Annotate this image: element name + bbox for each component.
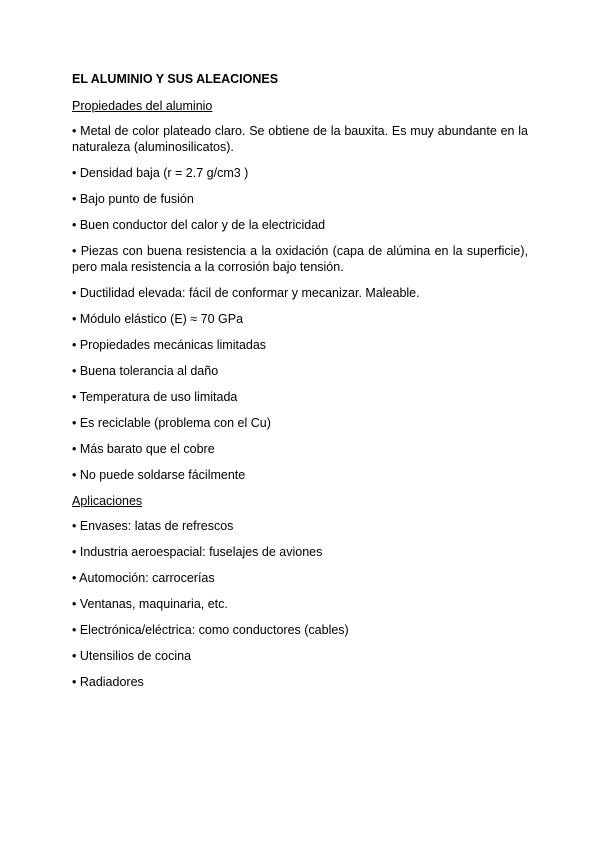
list-item: • Ductilidad elevada: fácil de conformar y mecanizar. Maleable.: [72, 286, 420, 300]
list-item: • Módulo elástico (E) ≈ 70 GPa: [72, 312, 244, 326]
list-item: • Piezas con buena resistencia a la oxidación (capa de alúmina en la superficie), pero mala resistencia a la corrosión bajo tensión.: [72, 244, 528, 274]
list-item: • Utensilios de cocina: [72, 649, 192, 663]
list-item: • Ventanas, maquinaria, etc.: [72, 597, 228, 611]
list-item: • Buen conductor del calor y de la electricidad: [72, 218, 326, 232]
document-title: EL ALUMINIO Y SUS ALEACIONES: [72, 72, 279, 86]
section-heading-applications: Aplicaciones: [72, 494, 143, 508]
list-item: • Bajo punto de fusión: [72, 192, 194, 206]
section-heading-properties: Propiedades del aluminio: [72, 99, 213, 113]
section-applications: [72, 493, 528, 690]
list-item: • Envases: latas de refrescos: [72, 519, 234, 533]
section-properties: [72, 98, 528, 483]
list-item: • Es reciclable (problema con el Cu): [72, 416, 271, 430]
list-item: • Densidad baja (r = 2.7 g/cm3 ): [72, 166, 249, 180]
list-item: • Propiedades mecánicas limitadas: [72, 338, 267, 352]
list-item: • Buena tolerancia al daño: [72, 364, 219, 378]
list-item: • Electrónica/eléctrica: como conductores (cables): [72, 623, 349, 637]
document-page: [72, 70, 528, 700]
list-item: • Metal de color plateado claro. Se obtiene de la bauxita. Es muy abundante en la naturaleza (aluminosilicatos).: [72, 124, 528, 154]
list-item: • Industria aeroespacial: fuselajes de aviones: [72, 545, 323, 559]
list-item: • Más barato que el cobre: [72, 442, 215, 456]
list-item: • Temperatura de uso limitada: [72, 390, 238, 404]
list-item: • Radiadores: [72, 675, 144, 689]
list-item: • Automoción: carrocerías: [72, 571, 215, 585]
list-item: • No puede soldarse fácilmente: [72, 468, 246, 482]
